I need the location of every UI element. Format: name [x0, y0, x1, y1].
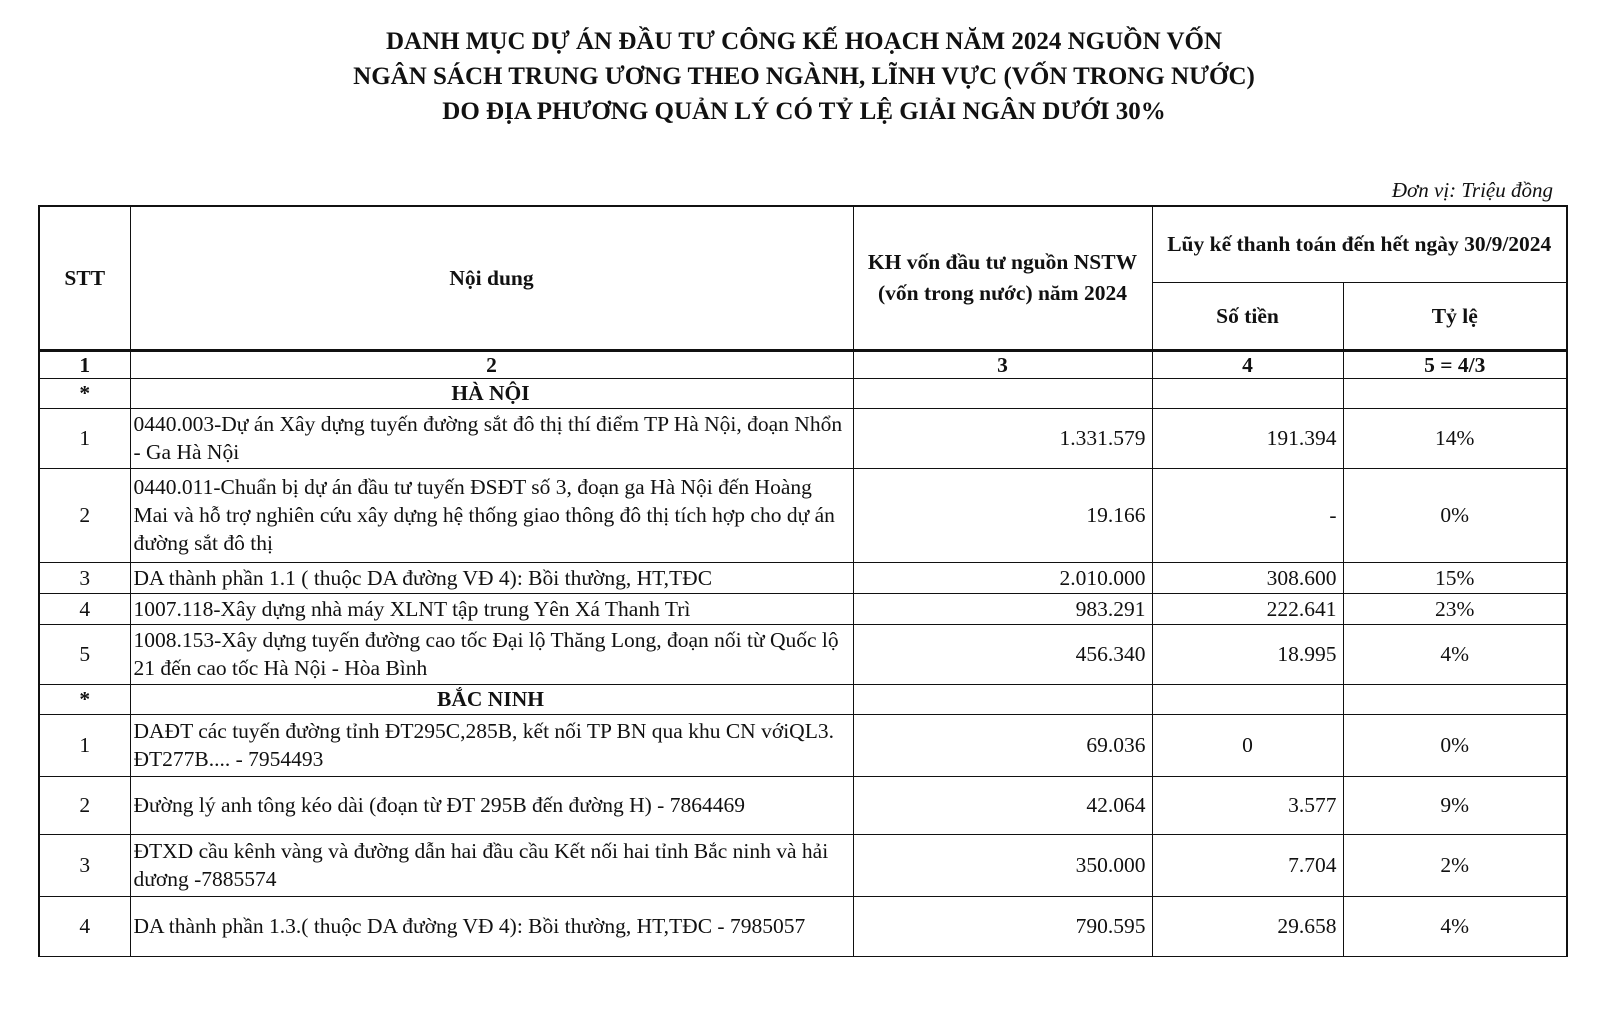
row-amount: 308.600 — [1152, 562, 1343, 593]
row-amount: 191.394 — [1152, 408, 1343, 468]
row-stt: 3 — [39, 834, 130, 896]
row-stt: 1 — [39, 408, 130, 468]
row-stt: 1 — [39, 714, 130, 776]
row-ratio: 9% — [1343, 776, 1567, 834]
row-stt: 4 — [39, 593, 130, 624]
row-content: 0440.003-Dự án Xây dựng tuyến đường sắt đô thị thí điểm TP Hà Nội, đoạn Nhổn - Ga Hà Nội — [130, 408, 853, 468]
table-row — [39, 896, 1567, 956]
row-plan: 790.595 — [853, 896, 1152, 956]
colnum-2: 2 — [130, 350, 853, 378]
table-row — [39, 834, 1567, 896]
empty-cell — [853, 684, 1152, 714]
title-line-3: DO ĐỊA PHƯƠNG QUẢN LÝ CÓ TỶ LỆ GIẢI NGÂN DƯỚI 30% — [442, 98, 1166, 125]
row-ratio: 2% — [1343, 834, 1567, 896]
empty-cell — [853, 378, 1152, 408]
row-amount: 3.577 — [1152, 776, 1343, 834]
row-amount: 222.641 — [1152, 593, 1343, 624]
row-amount: 29.658 — [1152, 896, 1343, 956]
unit-label: Đơn vị: Triệu đồng — [1391, 178, 1553, 202]
table-row — [39, 593, 1567, 624]
header-amount: Số tiền — [1152, 282, 1343, 350]
row-plan: 42.064 — [853, 776, 1152, 834]
table-row — [39, 562, 1567, 593]
table-row — [39, 468, 1567, 562]
row-ratio: 23% — [1343, 593, 1567, 624]
row-stt: 5 — [39, 624, 130, 684]
table-row — [39, 408, 1567, 468]
row-content: DA thành phần 1.3.( thuộc DA đường VĐ 4): Bồi thường, HT,TĐC - 7985057 — [130, 896, 853, 956]
colnum-1: 1 — [39, 350, 130, 378]
header-paid-group: Lũy kế thanh toán đến hết ngày 30/9/2024 — [1152, 206, 1567, 282]
row-stt: 2 — [39, 468, 130, 562]
row-ratio: 0% — [1343, 468, 1567, 562]
row-ratio: 4% — [1343, 624, 1567, 684]
empty-cell — [1343, 684, 1567, 714]
row-plan: 350.000 — [853, 834, 1152, 896]
section-marker: * — [39, 378, 130, 408]
row-content: 1007.118-Xây dựng nhà máy XLNT tập trung Yên Xá Thanh Trì — [130, 593, 853, 624]
row-ratio: 0% — [1343, 714, 1567, 776]
colnum-4: 4 — [1152, 350, 1343, 378]
empty-cell — [1152, 684, 1343, 714]
row-plan: 2.010.000 — [853, 562, 1152, 593]
table-row — [39, 714, 1567, 776]
project-table — [38, 205, 1568, 957]
row-plan: 1.331.579 — [853, 408, 1152, 468]
title-line-1: DANH MỤC DỰ ÁN ĐẦU TƯ CÔNG KẾ HOẠCH NĂM 2024 NGUỒN VỐN — [385, 28, 1223, 55]
row-content: Đường lý anh tông kéo dài (đoạn từ ĐT 295B đến đường H) - 7864469 — [130, 776, 853, 834]
colnum-5: 5 = 4/3 — [1343, 350, 1567, 378]
section-row-ha-noi — [39, 378, 1567, 408]
row-amount: - — [1152, 468, 1343, 562]
section-marker: * — [39, 684, 130, 714]
section-row-bac-ninh — [39, 684, 1567, 714]
empty-cell — [1343, 378, 1567, 408]
row-stt: 2 — [39, 776, 130, 834]
colnum-3: 3 — [853, 350, 1152, 378]
row-amount: 7.704 — [1152, 834, 1343, 896]
row-ratio: 14% — [1343, 408, 1567, 468]
section-name: BẮC NINH — [130, 684, 853, 714]
row-ratio: 15% — [1343, 562, 1567, 593]
row-content: DA thành phần 1.1 ( thuộc DA đường VĐ 4): Bồi thường, HT,TĐC — [130, 562, 853, 593]
row-plan: 456.340 — [853, 624, 1152, 684]
empty-cell — [1152, 378, 1343, 408]
row-content: 0440.011-Chuẩn bị dự án đầu tư tuyến ĐSĐT số 3, đoạn ga Hà Nội đến Hoàng Mai và hỗ trợ nghiên cứu xây dựng hệ thống giao thông đô thị tích hợp cho dự án đường sắt đô thị — [130, 468, 853, 562]
section-name: HÀ NỘI — [130, 378, 853, 408]
row-stt: 3 — [39, 562, 130, 593]
row-content: ĐTXD cầu kênh vàng và đường dẫn hai đầu cầu Kết nối hai tỉnh Bắc ninh và hải dương -7885574 — [130, 834, 853, 896]
row-stt: 4 — [39, 896, 130, 956]
table-row — [39, 624, 1567, 684]
title-line-2: NGÂN SÁCH TRUNG ƯƠNG THEO NGÀNH, LĨNH VỰC (VỐN TRONG NƯỚC) — [353, 63, 1255, 90]
row-plan: 19.166 — [853, 468, 1152, 562]
header-content: Nội dung — [130, 206, 853, 350]
row-content: 1008.153-Xây dựng tuyến đường cao tốc Đại lộ Thăng Long, đoạn nối từ Quốc lộ 21 đến cao tốc Hà Nội - Hòa Bình — [130, 624, 853, 684]
document-title — [0, 24, 1608, 129]
row-content: DAĐT các tuyến đường tỉnh ĐT295C,285B, kết nối TP BN qua khu CN vớiQL3. ĐT277B.... - 7954493 — [130, 714, 853, 776]
row-amount: 0 — [1152, 714, 1343, 776]
header-stt: STT — [39, 206, 130, 350]
header-ratio: Tỷ lệ — [1343, 282, 1567, 350]
table-row — [39, 776, 1567, 834]
header-plan: KH vốn đầu tư nguồn NSTW (vốn trong nước) năm 2024 — [853, 206, 1152, 350]
row-plan: 69.036 — [853, 714, 1152, 776]
row-amount: 18.995 — [1152, 624, 1343, 684]
row-plan: 983.291 — [853, 593, 1152, 624]
row-ratio: 4% — [1343, 896, 1567, 956]
